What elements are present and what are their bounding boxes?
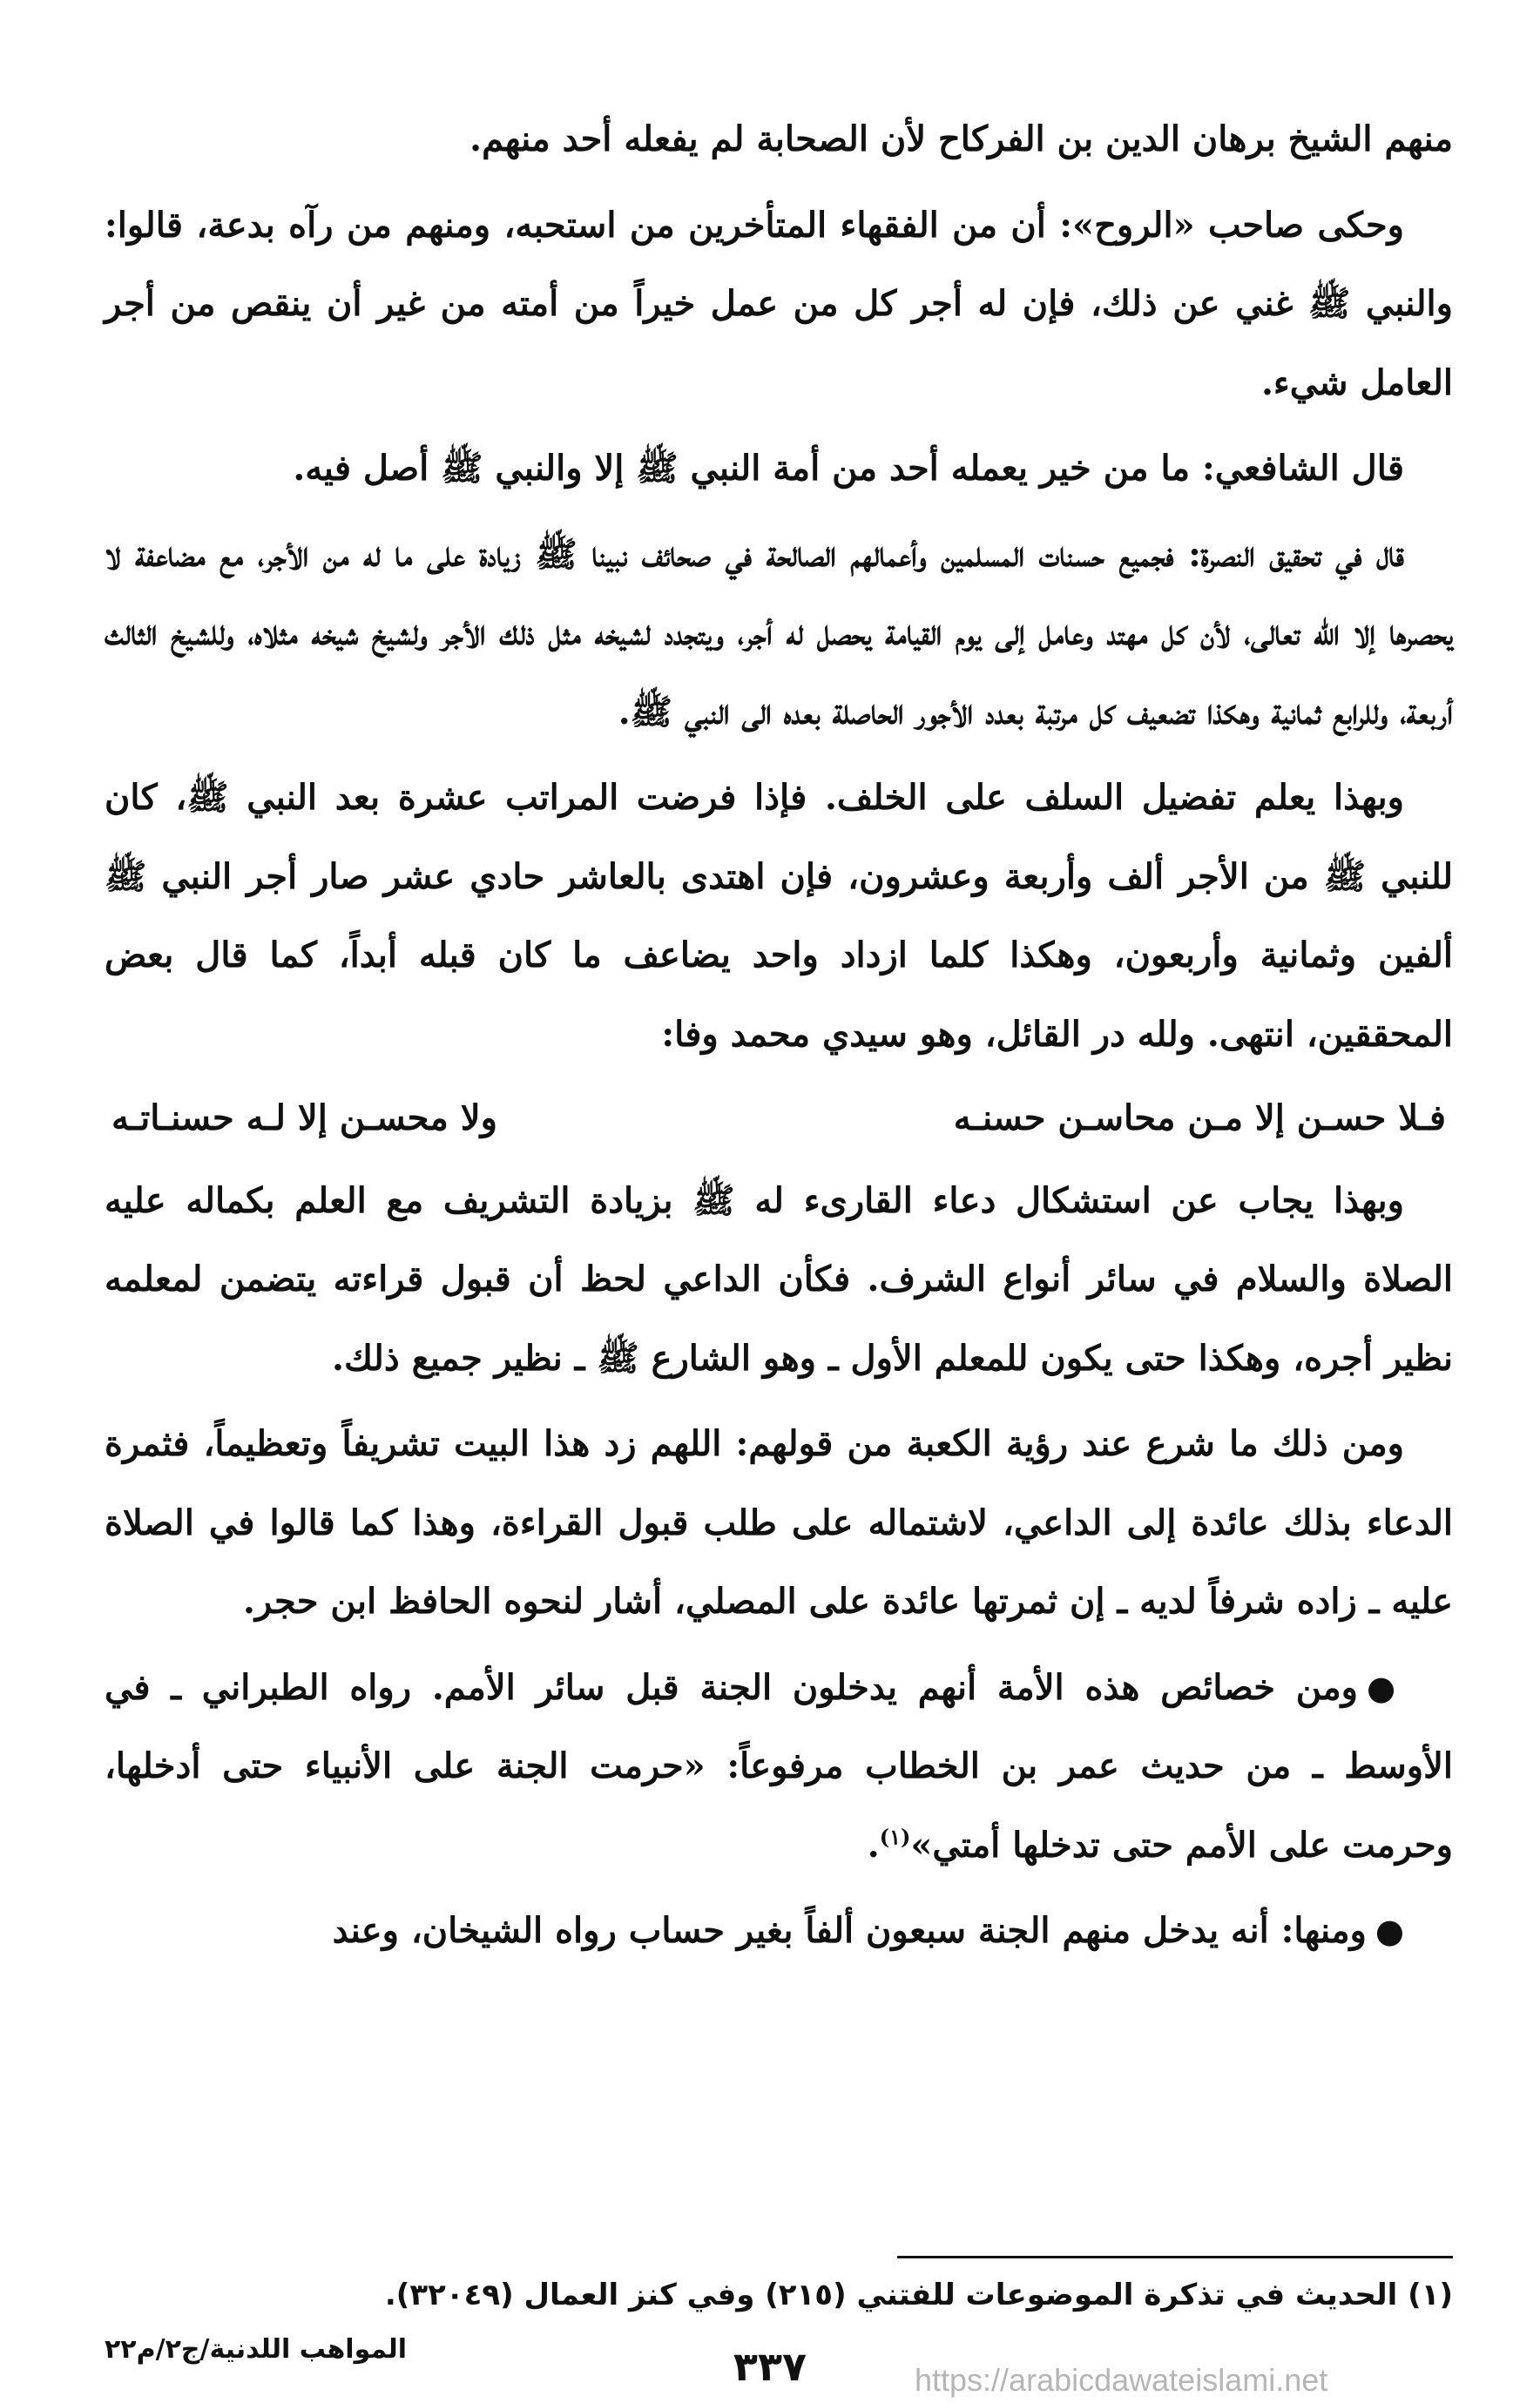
paragraph-9 xyxy=(105,1892,1453,1971)
paragraph-8 xyxy=(105,1649,1453,1886)
poetry-verse xyxy=(105,1079,1453,1158)
bullet-icon: ● xyxy=(1366,1667,1404,1707)
paragraph-9-text: ومنها: أنه يدخل منهم الجنة سبعون ألفاً بغير حساب رواه الشيخان، وعند xyxy=(332,1910,1367,1951)
watermark-url: https://arabicdawateislami.net xyxy=(915,2362,1328,2398)
paragraph-3: قال الشافعي: ما من خير يعمله أحد من أمة النبي ﷺ إلا والنبي ﷺ أصل فيه. xyxy=(293,448,1404,489)
main-text xyxy=(105,100,1453,1971)
paragraph-6: وبهذا يجاب عن استشكال دعاء القارىء له ﷺ بزيادة التشريف مع العلم بكماله عليه الصلاة والسلام في سائر أنواع الشرف. فكأن الداعي لحظ أن قبول قراءته يتضمن لمعلمه نظير أجره، وهكذا حتى يكون للمعلم الأول ـ وهو الشارع ﷺ ـ نظير جميع ذلك. xyxy=(105,1179,1453,1379)
paragraph-5: وبهذا يعلم تفضيل السلف على الخلف. فإذا فرضت المراتب عشرة بعد النبي ﷺ، كان للنبي ﷺ من الأجر ألف وأربعة وعشرون، فإن اهتدى بالعاشر حادي عشر صار أجر النبي ﷺ ألفين وثمانية وأربعون، وهكذا كلما ازداد واحد يضاعف ما كان قبله أبداً، كما قال بعض المحققين، انتهى. ولله در القائل، وهو سيدي محمد وفا: xyxy=(105,777,1453,1055)
paragraph-8-end: . xyxy=(867,1824,880,1866)
page-number: ٣٣٧ xyxy=(733,2343,807,2390)
paragraph-2: وحكى صاحب «الروح»: أن من الفقهاء المتأخرين من استحبه، ومنهم من رآه بدعة، قالوا: والنبي ﷺ غني عن ذلك، فإن له أجر كل من عمل خيراً من أمته من غير أن ينقص من أجر العامل شيء. xyxy=(105,204,1453,403)
verse-second-hemistich: ولا محسـن إلا لـه حسنـاتـه xyxy=(111,1097,497,1138)
verse-first-hemistich: فـلا حسـن إلا مـن محاسـن حسنـه xyxy=(953,1097,1446,1138)
bullet-icon: ● xyxy=(1375,1911,1404,1950)
footnote: (١) الحديث في تذكرة الموضوعات للفتني (٢١٥) وفي كنز العمال (٣٢٠٤٩). xyxy=(384,2278,1453,2312)
footnote-divider xyxy=(897,2256,1453,2258)
paragraph-7: ومن ذلك ما شرع عند رؤية الكعبة من قولهم: اللهم زد هذا البيت تشريفاً وتعظيماً، فثمرة الدعاء بذلك عائدة إلى الداعي، لاشتماله على طلب قبول القراءة، وهذا كما قالوا في الصلاة عليه ـ زاده شرفاً لديه ـ إن ثمرتها عائدة على المصلي، أشار لنحوه الحافظ ابن حجر. xyxy=(105,1423,1453,1622)
running-footer: المواهب اللدنية/ج٢/م٢٢ xyxy=(105,2334,408,2365)
paragraph-1: منهم الشيخ برهان الدين بن الفركاح لأن الصحابة لم يفعله أحد منهم. xyxy=(469,118,1453,159)
paragraph-4: قال في تحقيق النصرة: فجميع حسنات المسلمين وأعمالهم الصالحة في صحائف نبينا ﷺ زيادة على ما له من الأجر، مع مضاعفة لا يحصرها إلا الله تعالى، لأن كل مهتد وعامل إلى يوم القيامة يحصل له أجر، ويتجدد لشيخه مثل ذلك الأجر ولشيخ شيخه مثلاه، وللشيخ الثالث أربعة، وللرابع ثمانية وهكذا تضعيف كل مرتبة بعدد الأجور الحاصلة بعده الى النبي ﷺ. xyxy=(105,533,1453,732)
footnote-reference: (١) xyxy=(879,1824,911,1850)
paragraph-8-text: ومن خصائص هذه الأمة أنهم يدخلون الجنة قبل سائر الأمم. رواه الطبراني ـ في الأوسط ـ من حديث عمر بن الخطاب مرفوعاً: «حرمت الجنة على الأنبياء حتى أدخلها، وحرمت على الأمم حتى تدخلها أمتي» xyxy=(105,1666,1453,1866)
